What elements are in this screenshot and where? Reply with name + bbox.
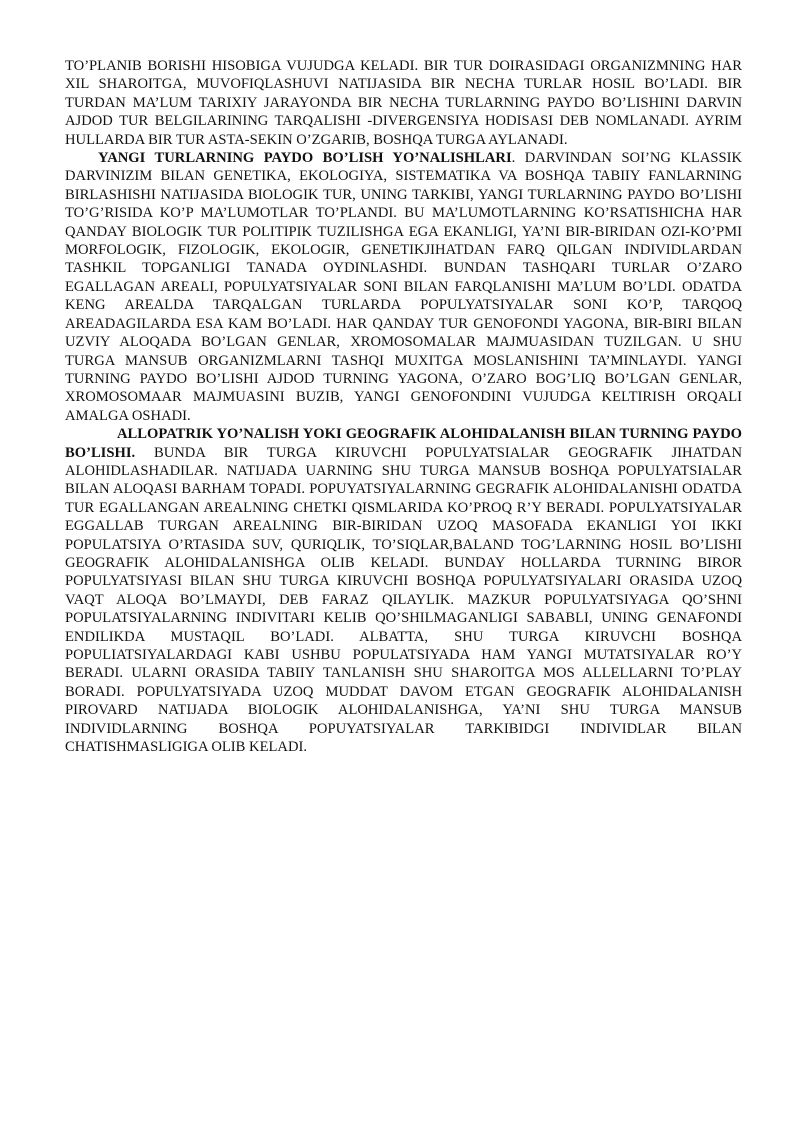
- paragraph-text: BUNDA BIR TURGA KIRUVCHI POPULYATSIALAR GEOGRAFIK JIHATDAN ALOHIDLASHADILAR. NATIJADA UARNING SHU TURGA MANSUB BOSHQA POPULYATSIALAR BILAN ALOQASI BARHAM TOPADI. POPUYATSIYALARNING GEGRAFIK ALOHIDALANISHI ODATDA TUR EGALLANGAN AREALNING CHETKI QISMLARIDA KO’PROQ R’Y BERADI. POPULYATSIYALAR EGGALLAB TURGAN AREALNING BIR-BIRIDAN UZOQ MASOFADA EKANLIGI YOI IKKI POPULATSIYA O’RTASIDA SUV, QURIQLIK, TO’SIQLAR,BALAND TOG’LARNING HOSIL BO’LISHI GEOGRAFIK ALOHIDALANISHGA OLIB KELADI. BUNDAY HOLLARDA TURNING BIROR POPULYATSIYASI BILAN SHU TURGA KIRUVCHI BOSHQA POPULYATSIYALARI ORASIDA UZOQ VAQT ALOQA BO’LMAYDI, DEB FARAZ QILAYLIK. MAZKUR POPULYATSIYAGA QO’SHNI POPULATSIYALARNING INDIVITARI KELIB QO’SHILMAGANLIGI SABABLI, UNING GENAFONDI ENDILIKDA MUSTAQIL BO’LADI. ALBATTA, SHU TURGA KIRUVCHI BOSHQA POPULIATSIYALARDAGI KABI USHBU POPULATSIYADA HAM YANGI MUTATSIYALAR RO’Y BERADI. ULARNI ORASIDA TABIIY TANLANISH SHU SHAROITGA MOS ALLELLARNI TO’PLAY BORADI. POPULYATSIYADA UZOQ MUDDAT DAVOM ETGAN GEOGRAFIK ALOHIDALANISH PIROVARD NATIJADA BIOLOGIK ALOHIDALANISHGA, YA’NI SHU TURGA MANSUB INDIVIDLARNING BOSHQA POPUYATSIYALAR TARKIBIDGI INDIVIDLAR BILAN CHATISHMASLIGIGA OLIB KELADI.: [65, 444, 742, 756]
- document-page: [65, 57, 742, 756]
- section-heading: ALLOPATRIK YO’NALISH YOKI GEOGRAFIK ALOHIDALANISH BILAN TURNING PAYDO BO’LISHI.: [65, 426, 742, 461]
- paragraph-speciation-directions: [65, 149, 742, 425]
- paragraph-allopatric-speciation: [65, 425, 742, 756]
- paragraph-text: . DARVINDAN SOI’NG KLASSIK DARVINIZIM BILAN GENETIKA, EKOLOGIYA, SISTEMATIKA VA BOSHQA TABIIY FANLARNING BIRLASHISHI NATIJASIDA BIOLOGIK TUR, UNING TARKIBI, YANGI TURLARNING PAYDO BO’LISHI TO’G’RISIDA KO’P MA’LUMOTLAR TO’PLANDI. BU MA’LUMOTLARNING KO’RSATISHICHA HAR QANDAY BIOLOGIK TUR POLITIPIK TUZILISHGA EGA EKANLIGI, YA’NI BIR-BIRIDAN OZI-KO’PMI MORFOLOGIK, FIZOLOGIK, EKOLOGIR, GENETIKJIHATDAN FARQ QILGAN INDIVIDLARDAN TASHKIL TOPGANLIGI TANADA OYDINLASHDI. BUNDAN TASHQARI TURLAR O’ZARO EGALLAGAN AREALI, POPULYATSIYALAR SONI BILAN FARQLANISHI MA’LUM BO’LDI. ODATDA KENG AREALDA TARQALGAN TURLARDA POPULYATSIYALAR SONI KO’P, TARQOQ AREADAGILARDA ESA KAM BO’LADI. HAR QANDAY TUR GENOFONDI YAGONA, BIR-BIRI BILAN UZVIY ALOQADA BO’LGAN GENLAR, XROMOSOMALAR MAJMUASIDAN TUZILGAN. U SHU TURGA MANSUB ORGANIZMLARNI TASHQI MUXITGA MOSLANISHINI TA’MINLAYDI. YANGI TURNING PAYDO BO’LISHI AJDOD TURNING YAGONA, O’ZARO BOG’LIQ BO’LGAN GENLAR, XROMOSOMAAR MAJMUASINI BUZIB, YANGI GENOFONDINI VUJUDGA KELTIRISH ORQALI AMALGA OSHADI.: [65, 150, 742, 424]
- paragraph-divergence: [65, 57, 742, 149]
- paragraph-text: TO’PLANIB BORISHI HISOBIGA VUJUDGA KELADI. BIR TUR DOIRASIDAGI ORGANIZMNING HAR XIL SHAROITGA, MUVOFIQLASHUVI NATIJASIDA BIR NECHA TURLAR HOSIL BO’LADI. BIR TURDAN MA’LUM TARIXIY JARAYONDA BIR NECHA TURLARNING PAYDO BO’LISHINI DARVIN AJDOD TUR BELGILARINING TARQALISHI -DIVERGENSIYA HODISASI DEB NOMLANADI. AYRIM HULLARDA BIR TUR ASTA-SEKIN O’ZGARIB, BOSHQA TURGA AYLANADI.: [65, 58, 742, 148]
- section-heading: YANGI TURLARNING PAYDO BO’LISH YO’NALISHLARI: [98, 150, 512, 167]
